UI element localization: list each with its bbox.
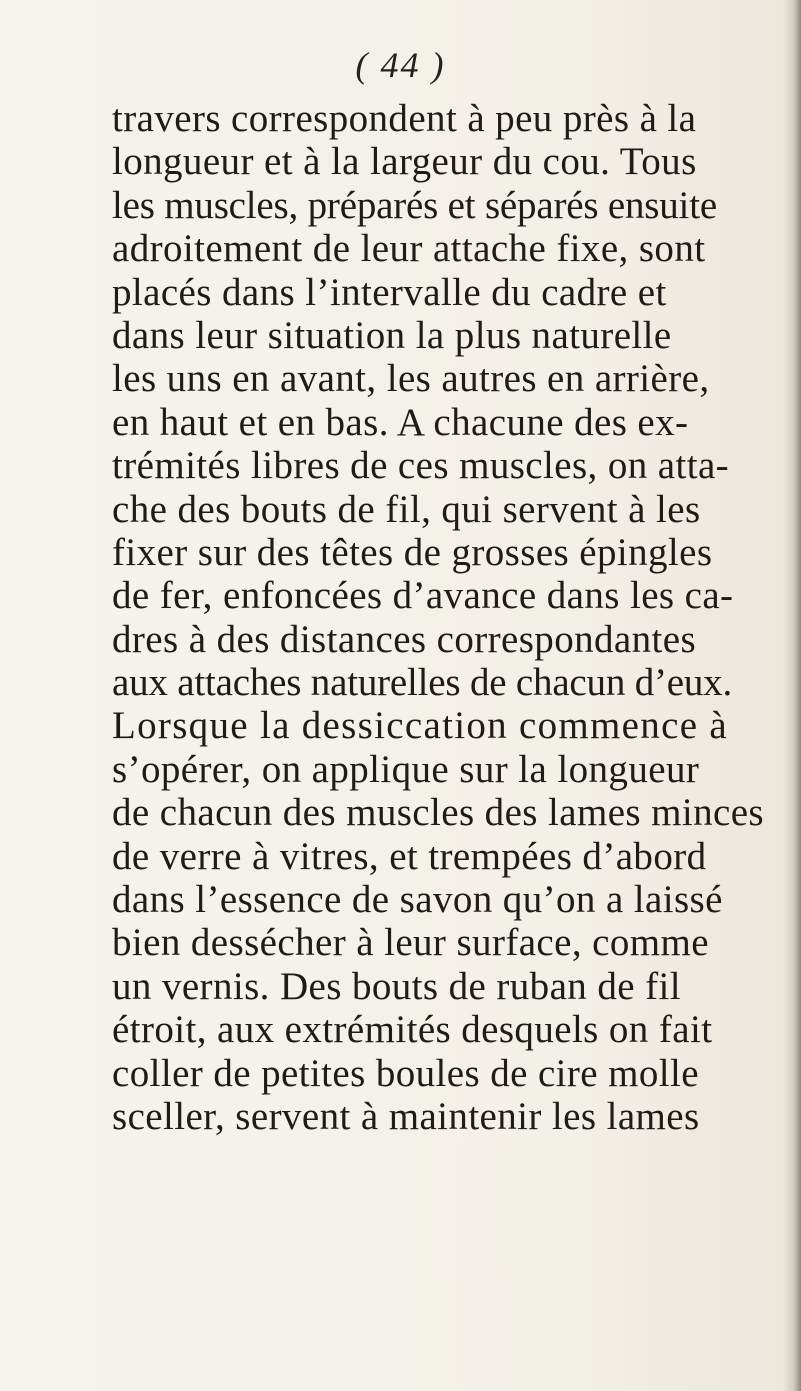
text-line: longueur et à la largeur du cou. Tous (112, 140, 697, 184)
text-line: de verre à vitres, et trempées d’abord (112, 834, 707, 878)
text-line: che des bouts de fil, qui servent à les (112, 487, 701, 531)
text-line: fixer sur des têtes de grosses épingles (112, 530, 713, 574)
text-line: dans leur situation la plus naturelle (112, 313, 672, 357)
text-line: coller de petites boules de cire molle (112, 1051, 699, 1095)
text-line: trémités libres de ces muscles, on atta- (112, 444, 730, 488)
text-line: les muscles, préparés et séparés ensuite (112, 183, 717, 227)
text-line: aux attaches naturelles de chacun d’eux. (112, 661, 733, 705)
text-line: adroitement de leur attache fixe, sont (112, 227, 706, 271)
text-line: travers correspondent à peu près à la (112, 97, 697, 140)
text-line: en haut et en bas. A chacune des ex- (112, 400, 689, 444)
page-number: ( 44 ) (355, 45, 446, 85)
text-line: de fer, enfoncées d’avance dans les ca- (112, 574, 734, 618)
text-line: les uns en avant, les autres en arrière, (112, 357, 710, 401)
text-line: bien dessécher à leur surface, comme (112, 921, 709, 965)
page-edge-shadow (783, 0, 801, 1391)
text-line: sceller, servent à maintenir les lames (112, 1094, 700, 1138)
text-line: étroit, aux extrémités desquels on fait (112, 1008, 713, 1052)
text-line: Lorsque la dessiccation commence à (112, 704, 728, 748)
text-line: s’opérer, on applique sur la longueur (112, 747, 700, 791)
text-line: un vernis. Des bouts de ruban de fil (112, 964, 681, 1008)
text-line: dans l’essence de savon qu’on a laissé (112, 878, 723, 922)
text-line: dres à des distances correspondantes (112, 617, 697, 661)
body-text (112, 97, 801, 1138)
text-line: placés dans l’intervalle du cadre et (112, 270, 667, 314)
text-line: de chacun des muscles des lames minces (112, 791, 764, 835)
